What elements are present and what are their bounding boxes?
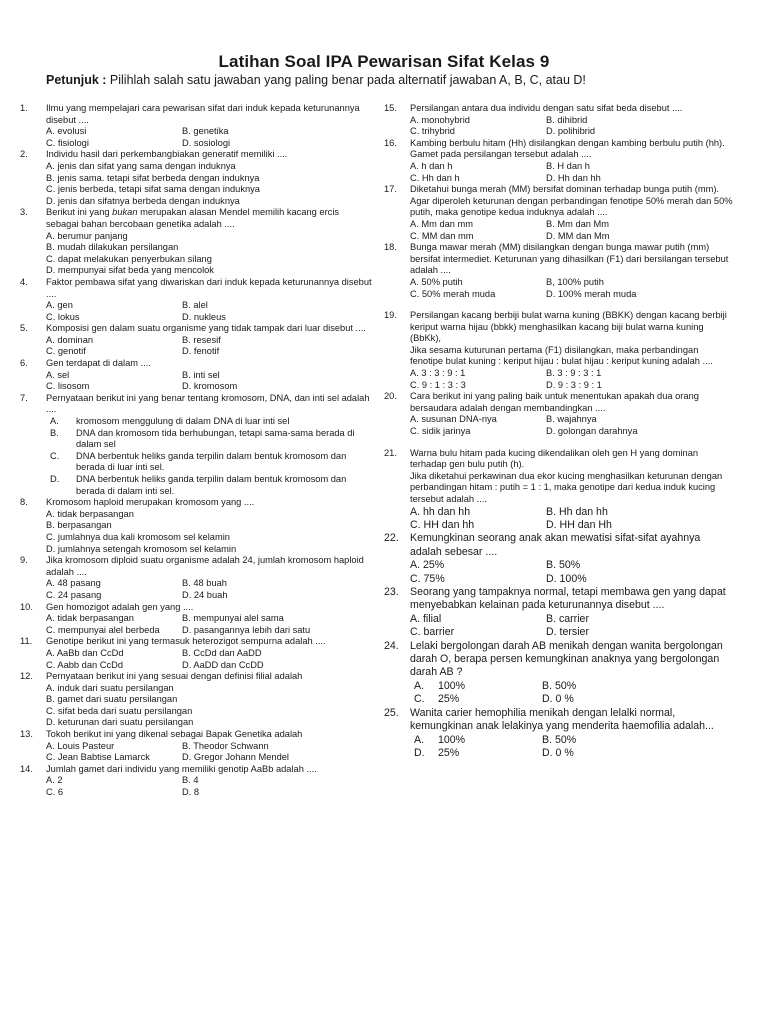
option-d[interactable]: D. 24 buah	[182, 589, 228, 600]
option-text: 100%	[438, 733, 466, 746]
question-number: 18.	[384, 242, 397, 253]
option-text: DNA dan kromosom tida berhubungan, tetapi sama-sama berada di dalam sel	[76, 427, 355, 450]
option-a[interactable]: A. filial	[410, 612, 442, 625]
option-b[interactable]: B. genetika	[182, 126, 229, 137]
option-d[interactable]: D. Hh dan hh	[546, 172, 601, 183]
question-text: Diketahui bunga merah (MM) bersifat dominan terhadap bunga putih (mm). Agar diperoleh keturunan dengan perbandingan fenotipe 50% merah dan 50% putih, maka genotipe kedua induknya adalah ....	[410, 184, 733, 218]
question-19	[384, 310, 734, 391]
question-14	[20, 764, 372, 799]
question-text: Persilangan antara dua individu dengan satu sifat beda disebut ....	[410, 103, 683, 113]
question-number: 8.	[20, 497, 28, 508]
option-c[interactable]: C. 50% merah muda	[410, 288, 496, 299]
option-b[interactable]: B. alel	[182, 300, 208, 311]
option-d[interactable]: D. mempunyai sifat beda yang mencolok	[46, 265, 214, 276]
option-letter: C.	[50, 450, 60, 461]
option-c[interactable]: C. sifat beda dari suatu persilangan	[46, 705, 193, 716]
option-d[interactable]: D. keturunan dari suatu persilangan	[46, 717, 194, 728]
option-a[interactable]: A. dominan	[46, 334, 94, 345]
question-number: 20.	[384, 391, 397, 402]
question-text: Pernyataan berikut ini yang benar tentang kromosom, DNA, dan inti sel adalah ....	[46, 392, 370, 415]
option-d[interactable]: D. MM dan Mm	[546, 230, 610, 241]
option-text: DNA berbentuk heliks ganda terpilin dalam bentuk kromosom dan berada di luar inti sel.	[76, 450, 347, 473]
option-b[interactable]: B. inti sel	[182, 369, 220, 380]
option-b[interactable]: B. gamet dari suatu persilangan	[46, 694, 178, 705]
option-b[interactable]: B. wajahnya	[546, 414, 597, 425]
question-7	[20, 393, 372, 497]
question-number: 9.	[20, 555, 28, 566]
option-d[interactable]: D. sosiologi	[182, 137, 231, 148]
option-d[interactable]: D. 100%	[546, 572, 587, 585]
option-d[interactable]: D. 100% merah muda	[546, 288, 637, 299]
option-a[interactable]: A. 3 : 3 : 9 : 1	[410, 368, 466, 379]
option-c[interactable]: C. sidik jarinya	[410, 426, 471, 437]
option-c[interactable]: C. 24 pasang	[46, 589, 102, 600]
option-a[interactable]: A. tidak berpasangan	[46, 508, 134, 519]
option-b[interactable]: B. CcDd dan AaDD	[182, 647, 262, 658]
option-b[interactable]: B, 100% putih	[546, 276, 604, 287]
option-c[interactable]: C. Aabb dan CcDd	[46, 659, 124, 670]
question-12	[20, 671, 372, 729]
question-number: 10.	[20, 601, 33, 612]
option-letter: A.	[414, 679, 425, 692]
question-text: Pernyataan berikut ini yang sesuai dengan definisi filial adalah	[46, 671, 303, 682]
option-a[interactable]: A. hh dan hh	[410, 505, 471, 518]
option-c[interactable]: C. lisosom	[46, 381, 90, 392]
question-text: Bunga mawar merah (MM) disilangkan dengan bunga mawar putih (mm) bersifat intermediet. Keturunan yang dihasilkan (F1) dari bersilangan tersebut adalah ....	[410, 242, 729, 276]
question-text: Kambing berbulu hitam (Hh) disilangkan dengan kambing berbulu putih (hh). Gamet pada persilangan tersebut adalah ....	[410, 137, 725, 160]
option-a[interactable]: A. h dan h	[410, 160, 453, 171]
option-c[interactable]: C. barrier	[410, 626, 455, 639]
question-text: Persilangan kacang berbiji bulat warna kuning (BBKK) dengan kacang berbiji keriput warna hijau (bbkk) menghasilkan kacang biji bulat warna kuning (BbKk),	[410, 310, 727, 344]
question-text: Gen homozigot adalah gen yang ....	[46, 601, 194, 612]
option-a[interactable]: A. gen	[46, 300, 73, 311]
option-c[interactable]: C. MM dan mm	[410, 230, 474, 241]
option-a[interactable]: A. tidak berpasangan	[46, 613, 134, 624]
question-13	[20, 729, 372, 764]
question-text-continued: Jika sesama kuturunan pertama (F1) disilangkan, maka perbandingan fenotipe bulat kuning : keriput hijau : bulat hijau : keriput kuning adalah ....	[410, 344, 713, 367]
option-letter: D.	[414, 746, 425, 759]
option-d-second[interactable]: D. 0 %	[542, 746, 574, 759]
option-b[interactable]: B. Theodor Schwann	[182, 740, 269, 751]
question-number: 7.	[20, 392, 28, 403]
left-column	[20, 103, 372, 799]
question-text: Seorang yang tampaknya normal, tetapi membawa gen yang dapat menyebabkan kelainan pada keturunannya disebut ....	[410, 586, 726, 612]
option-text: 25%	[438, 746, 460, 759]
option-c[interactable]: C. trihybrid	[410, 126, 455, 137]
question-text: Kemungkinan seorang anak akan mewatisi sifat-sifat ayahnya adalah sebesar ....	[410, 532, 701, 558]
instructions-text: Pilihlah salah satu jawaban yang paling benar pada alternatif jawaban A, B, C, atau D!	[106, 73, 586, 87]
question-text: Lelaki bergolongan darah AB menikah dengan wanita bergolongan darah O, berapa persen kemungkinan anaknya yang bergolongan darah AB ?	[410, 639, 723, 679]
page-title: Latihan Soal IPA Pewarisan Sifat Kelas 9	[218, 52, 550, 71]
question-25	[384, 707, 734, 761]
question-11	[20, 636, 372, 671]
option-b[interactable]: B. 50%	[542, 679, 577, 692]
option-b[interactable]: B. 4	[182, 775, 199, 786]
question-text: Jika kromosom diploid suatu organisme adalah 24, jumlah kromosom haploid adalah ....	[46, 555, 364, 577]
question-5	[20, 323, 372, 358]
question-number: 4.	[20, 276, 28, 287]
question-text: Jumlah gamet dari individu yang memiliki genotip AaBb adalah ....	[46, 763, 317, 774]
option-b[interactable]: B. 50%	[546, 559, 581, 572]
question-text: Kromosom haploid merupakan kromosom yang ....	[46, 497, 255, 508]
question-text: Genotipe berikut ini yang termasuk heterozigot sempurna adalah ....	[46, 636, 326, 647]
option-d[interactable]: D. kromosom	[182, 381, 238, 392]
option-c[interactable]: C. HH dan hh	[410, 519, 475, 531]
question-text: Wanita carier hemophilia menikah dengan lelalki normal, kemungkinan anak lelakinya yang menderita haemofilia adalah...	[410, 706, 714, 733]
option-a[interactable]: A. Louis Pasteur	[46, 740, 115, 751]
option-d[interactable]	[46, 474, 372, 497]
question-number: 21.	[384, 447, 397, 458]
option-letter: A.	[414, 733, 425, 746]
option-text: 100%	[438, 679, 466, 692]
question-21	[384, 448, 734, 533]
option-a[interactable]: A. 48 pasang	[46, 578, 101, 589]
option-c[interactable]: C. Jean Babtise Lamarck	[46, 752, 150, 763]
question-number: 12.	[20, 671, 33, 682]
instructions-label: Petunjuk :	[46, 73, 107, 87]
question-number: 2.	[20, 149, 28, 160]
question-text-part: Berikut ini yang	[46, 207, 113, 218]
option-d[interactable]: D. 0 %	[542, 693, 574, 706]
option-b[interactable]: B. 50%	[542, 733, 577, 746]
option-c[interactable]: C. genotif	[46, 346, 86, 357]
question-number: 25.	[384, 706, 399, 719]
option-a[interactable]: A. induk dari suatu persilangan	[46, 682, 174, 693]
option-d[interactable]: D. Gregor Johann Mendel	[182, 752, 289, 763]
option-d-first[interactable]	[410, 747, 542, 760]
question-4	[20, 277, 372, 323]
question-1	[20, 103, 372, 149]
question-text	[46, 207, 372, 230]
option-d[interactable]: D. golongan darahnya	[546, 426, 638, 437]
question-number: 3.	[20, 207, 28, 218]
right-column	[384, 103, 734, 760]
option-a[interactable]: A. jenis dan sifat yang sama dengan induknya	[46, 160, 236, 171]
option-a[interactable]: A. 50% putih	[410, 276, 463, 287]
question-text: Ilmu yang mempelajari cara pewarisan sifat dari induk kepada keturunannya disebut ....	[46, 103, 360, 125]
question-number: 23.	[384, 586, 399, 599]
option-b[interactable]: B. H dan h	[546, 160, 590, 171]
option-c[interactable]: C. Hh dan h	[410, 172, 460, 183]
option-b[interactable]: B. jenis sama. tetapi sifat berbeda dengan induknya	[46, 172, 260, 183]
question-number: 14.	[20, 763, 33, 774]
question-number: 13.	[20, 729, 33, 740]
question-text-part: merupakan alasan Mendel memilih kacang ercis sebagai bahan bercobaan genetika adalah ....	[46, 207, 340, 229]
option-b[interactable]: B. Mm dan Mm	[546, 218, 610, 229]
option-b[interactable]: B. Hh dan hh	[546, 505, 608, 518]
option-d[interactable]: D. polihibrid	[546, 126, 596, 137]
option-a[interactable]: A. evolusi	[46, 126, 87, 137]
option-letter: C.	[414, 693, 425, 706]
option-b[interactable]: B. dihibrid	[546, 114, 588, 125]
option-c[interactable]: C. 9 : 1 : 3 : 3	[410, 379, 466, 390]
option-b[interactable]: B. berpasangan	[46, 520, 112, 531]
option-b[interactable]: B. resesif	[182, 334, 221, 345]
option-a[interactable]: A. AaBb dan CcDd	[46, 647, 124, 658]
option-b[interactable]	[46, 428, 372, 451]
question-text-emphasis: bukan	[112, 207, 138, 218]
option-c[interactable]: C. 6	[46, 787, 64, 798]
question-24	[384, 640, 734, 707]
question-number: 16.	[384, 137, 397, 148]
question-number: 22.	[384, 532, 399, 545]
option-a[interactable]: A. 2	[46, 775, 63, 786]
option-a[interactable]: A. monohybrid	[410, 114, 470, 125]
question-number: 24.	[384, 639, 399, 652]
option-a[interactable]: A. berumur panjang	[46, 230, 128, 241]
question-number: 11.	[20, 636, 33, 647]
option-a[interactable]: A. Mm dan mm	[410, 218, 474, 229]
question-text: Cara berikut ini yang paling baik untuk menentukan apakah dua orang bersaudara adalah dengan membandingkan ....	[410, 391, 699, 413]
question-3	[20, 207, 372, 277]
question-6	[20, 358, 372, 393]
option-b[interactable]: B. 48 buah	[182, 578, 227, 589]
question-text: Gen terdapat di dalam ....	[46, 358, 151, 369]
option-d[interactable]: D. AaDD dan CcDD	[182, 659, 264, 670]
question-text: Individu hasil dari perkembangbiakan generatif memiliki ....	[46, 149, 288, 160]
instructions	[46, 73, 746, 87]
option-a[interactable]	[410, 734, 542, 747]
option-c[interactable]: C. lokus	[46, 311, 80, 322]
option-a[interactable]	[46, 416, 372, 428]
option-a[interactable]: A. susunan DNA-nya	[410, 414, 497, 425]
option-c[interactable]: C. mempunyai alel berbeda	[46, 624, 160, 635]
question-text: Komposisi gen dalam suatu organisme yang tidak tampak dari luar disebut ....	[46, 323, 366, 334]
question-16	[384, 138, 734, 184]
option-letter: B.	[50, 427, 59, 438]
option-letter: A.	[50, 416, 59, 427]
option-d[interactable]: D. 8	[182, 787, 200, 798]
question-18	[384, 242, 734, 300]
option-c[interactable]: C. jumlahnya dua kali kromosom sel kelamin	[46, 531, 230, 542]
option-c[interactable]: C. 75%	[410, 572, 445, 585]
question-2	[20, 149, 372, 207]
option-c[interactable]: C. jenis berbeda, tetapi sifat sama dengan induknya	[46, 184, 260, 195]
option-d[interactable]: D. tersier	[546, 626, 589, 639]
question-number: 17.	[384, 184, 397, 195]
option-d[interactable]: D. fenotif	[182, 346, 220, 357]
question-10	[20, 602, 372, 637]
option-letter: D.	[50, 474, 60, 484]
option-a[interactable]	[410, 680, 542, 693]
option-d[interactable]: D. 9 : 3 : 9 : 1	[546, 379, 602, 390]
question-number: 15.	[384, 103, 397, 113]
option-c[interactable]: C. fisiologi	[46, 137, 89, 148]
question-17	[384, 184, 734, 242]
option-text: DNA berbentuk heliks ganda terpilin dalam bentuk kromosom dan berada di dalam inti sel.	[76, 474, 347, 496]
question-number: 5.	[20, 323, 28, 334]
question-text: Faktor pembawa sifat yang diwariskan dari induk kepada keturunannya disebut ....	[46, 276, 372, 299]
option-b[interactable]: B. carrier	[546, 612, 589, 625]
option-d[interactable]: D. pasangannya lebih dari satu	[182, 624, 311, 635]
option-d[interactable]: D. HH dan Hh	[546, 519, 612, 531]
question-22	[384, 532, 734, 586]
option-text: 25%	[438, 693, 460, 706]
question-9	[20, 555, 372, 601]
option-text: kromosom menggulung di dalam DNA di luar inti sel	[76, 416, 290, 427]
option-c[interactable]: C. dapat melakukan penyerbukan silang	[46, 253, 212, 264]
question-number: 6.	[20, 358, 28, 369]
question-number: 19.	[384, 310, 397, 321]
question-15	[384, 103, 734, 138]
question-8	[20, 497, 372, 555]
question-text-continued: Jika diketahui perkawinan dua ekor kucing menghasilkan keturunan dengan perbandingan hitam : putih = 1 : 1, maka genotipe dari kedua induk kucing tersebut adalah ....	[410, 470, 723, 504]
option-a[interactable]: A. sel	[46, 369, 70, 380]
option-b[interactable]: B. mempunyai alel sama	[182, 613, 284, 624]
option-d[interactable]: D. nukleus	[182, 311, 226, 322]
option-c[interactable]	[410, 693, 542, 706]
option-b[interactable]: B. 3 : 9 : 3 : 1	[546, 368, 602, 379]
option-d[interactable]: D. jenis dan sifatnya berbeda dengan induknya	[46, 195, 240, 206]
question-number: 1.	[20, 103, 28, 113]
question-23	[384, 586, 734, 640]
question-text: Tokoh berikut ini yang dikenal sebagai Bapak Genetika adalah	[46, 729, 303, 740]
question-20	[384, 391, 734, 437]
option-d[interactable]: D. jumlahnya setengah kromosom sel kelamin	[46, 543, 237, 554]
option-a[interactable]: A. 25%	[410, 559, 445, 572]
option-b[interactable]: B. mudah dilakukan persilangan	[46, 242, 179, 253]
option-c[interactable]	[46, 451, 372, 474]
question-text: Warna bulu hitam pada kucing dikendalikan oleh gen H yang dominan terhadap gen bulu putih (h).	[410, 447, 699, 470]
